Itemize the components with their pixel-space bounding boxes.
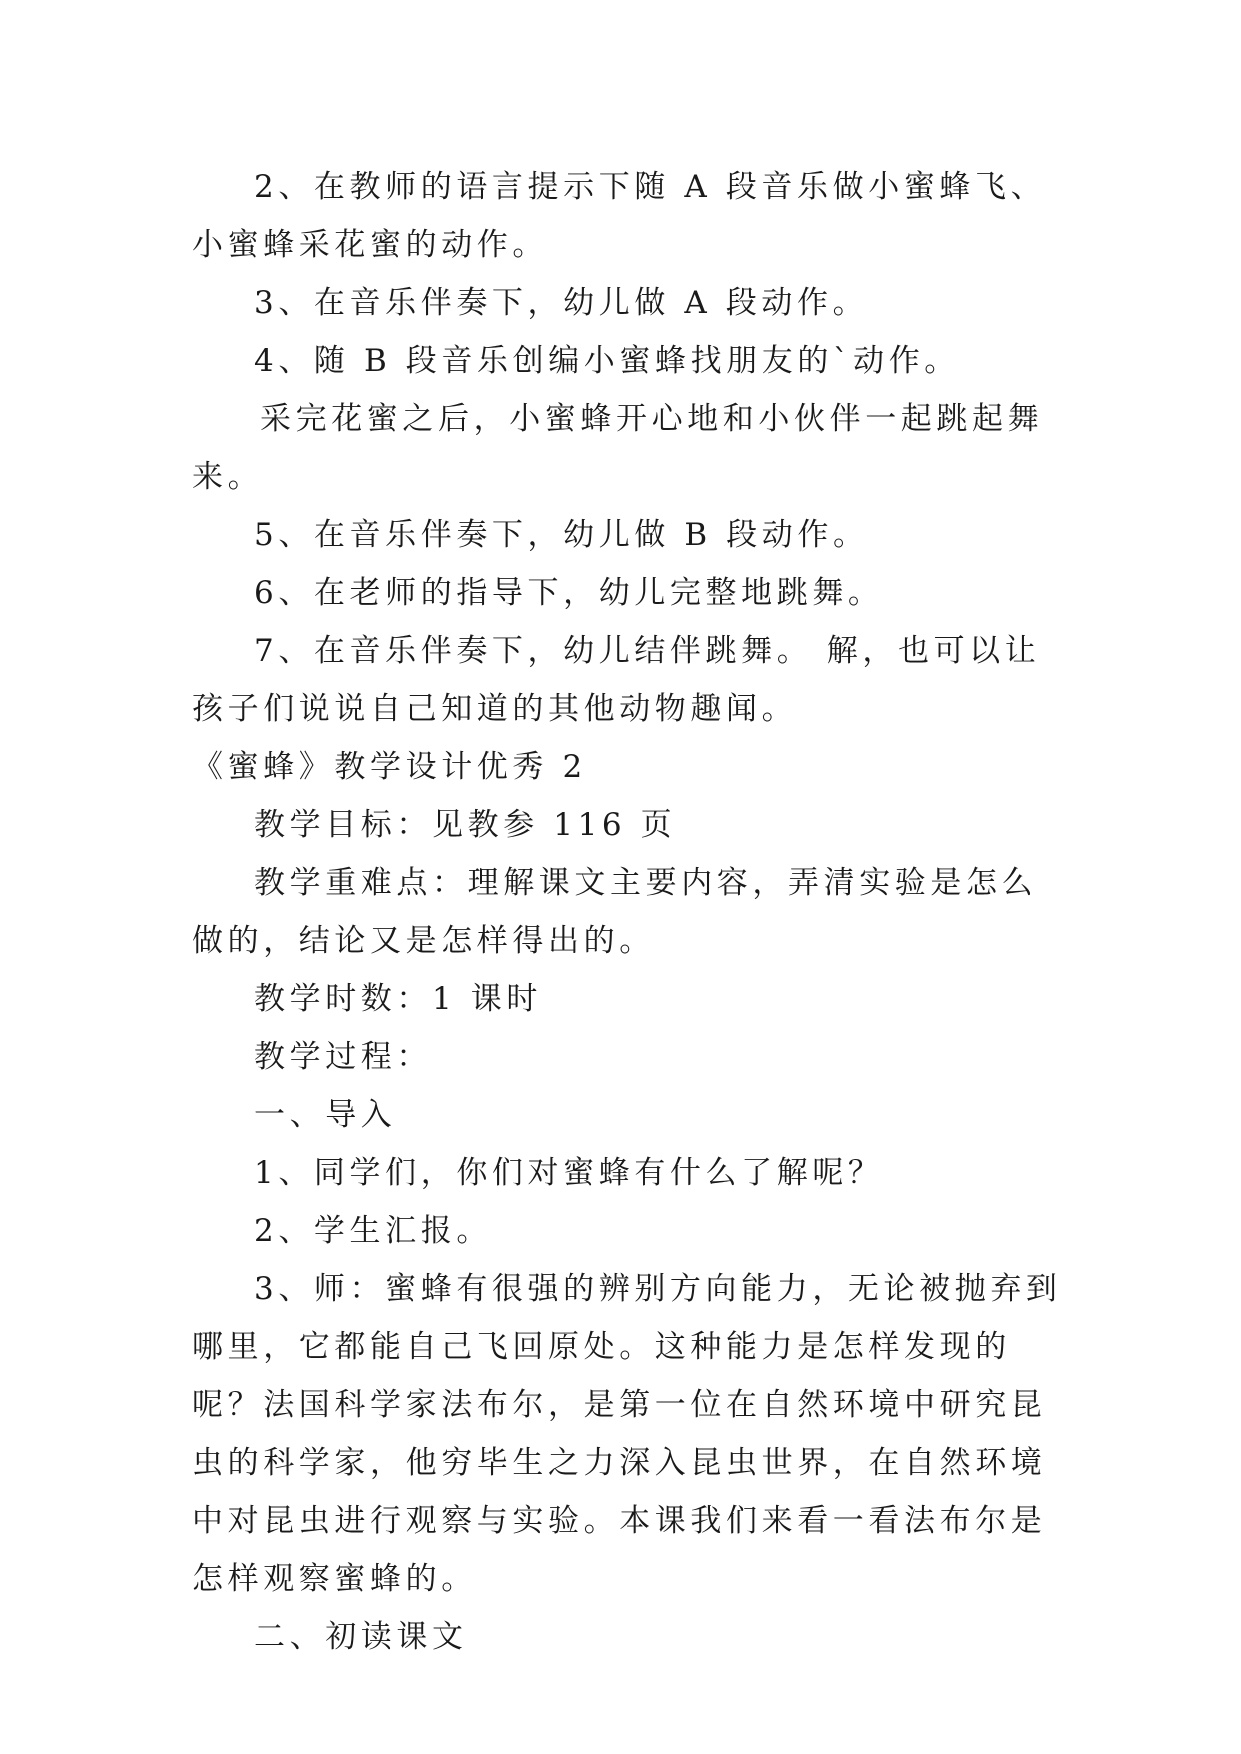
paragraph-3: 4、随 B 段音乐创编小蜜蜂找朋友的`动作。 xyxy=(254,343,960,379)
paragraph-intro-3: 3、师：蜜蜂有很强的辨别方向能力，无论被抛弃到哪里，它都能自己飞回原处。这种能力是怎样发现的呢？法国科学家法布尔，是第一位在自然环境中研究昆虫的科学家，他穷毕生之力深入昆虫世界，在自然环境中对昆虫进行观察与实验。本课我们来看一看法布尔是怎样观察蜜蜂的。 xyxy=(192,1271,1062,1597)
paragraph-intro-1: 1、同学们，你们对蜜蜂有什么了解呢？ xyxy=(254,1155,884,1191)
paragraph-teaching-goal: 教学目标：见教参 116 页 xyxy=(254,807,677,843)
paragraph-4: 采完花蜜之后，小蜜蜂开心地和小伙伴一起跳起舞来。 xyxy=(192,401,1044,495)
paragraph-intro-heading: 一、导入 xyxy=(254,1097,397,1133)
paragraph-6: 6、在老师的指导下，幼儿完整地跳舞。 xyxy=(254,575,884,611)
paragraph-intro-2: 2、学生汇报。 xyxy=(254,1213,492,1249)
paragraph-process-label: 教学过程： xyxy=(254,1039,432,1075)
section-heading: 《蜜蜂》教学设计优秀 2 xyxy=(192,749,587,785)
paragraph-7: 7、在音乐伴奏下，幼儿结伴跳舞。 解，也可以让孩子们说说自己知道的其他动物趣闻。 xyxy=(192,633,1041,727)
paragraph-1: 2、在教师的语言提示下随 A 段音乐做小蜜蜂飞、小蜜蜂采花蜜的动作。 xyxy=(192,169,1047,263)
paragraph-first-reading-heading: 二、初读课文 xyxy=(254,1619,468,1655)
paragraph-5: 5、在音乐伴奏下，幼儿做 B 段动作。 xyxy=(254,517,869,553)
paragraph-key-points: 教学重难点：理解课文主要内容，弄清实验是怎么做的，结论又是怎样得出的。 xyxy=(192,865,1038,959)
paragraph-class-hours: 教学时数：1 课时 xyxy=(254,981,542,1017)
paragraph-2: 3、在音乐伴奏下，幼儿做 A 段动作。 xyxy=(254,285,869,321)
document-body xyxy=(192,158,1062,1666)
